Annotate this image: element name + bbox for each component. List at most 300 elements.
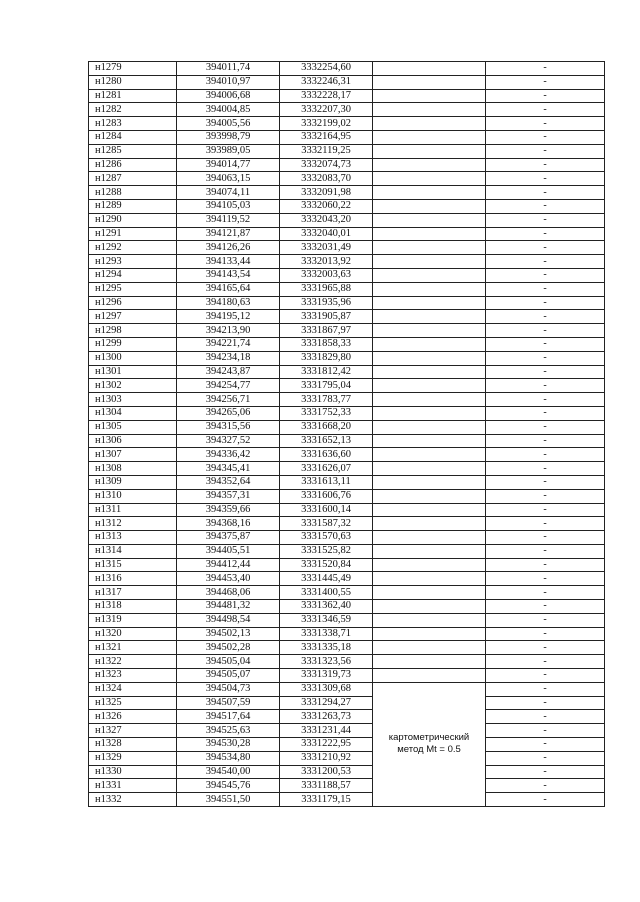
- table-row: [89, 310, 605, 324]
- description-cell: -: [486, 296, 605, 310]
- description-cell: -: [486, 199, 605, 213]
- method-cell: [373, 227, 486, 241]
- table-row: [89, 268, 605, 282]
- description-cell: -: [486, 130, 605, 144]
- method-cell: [373, 531, 486, 545]
- table-row: [89, 462, 605, 476]
- table-row: [89, 296, 605, 310]
- description-cell: -: [486, 117, 605, 131]
- method-cell: [373, 379, 486, 393]
- table-row: [89, 434, 605, 448]
- method-cell: [373, 268, 486, 282]
- method-cell: [373, 613, 486, 627]
- x-coordinate-cell: 394165,64: [177, 282, 280, 296]
- method-cell: [373, 655, 486, 669]
- method-cell: [373, 682, 486, 806]
- method-cell: [373, 255, 486, 269]
- method-cell: [373, 420, 486, 434]
- x-coordinate-cell: 394243,87: [177, 365, 280, 379]
- table-row: [89, 627, 605, 641]
- x-coordinate-cell: 394011,74: [177, 62, 280, 76]
- description-cell: -: [486, 544, 605, 558]
- table-row: [89, 696, 605, 710]
- y-coordinate-cell: 3332031,49: [280, 241, 373, 255]
- description-cell: -: [486, 517, 605, 531]
- description-cell: -: [486, 186, 605, 200]
- point-id-cell: н1308: [89, 462, 177, 476]
- description-cell: -: [486, 475, 605, 489]
- method-cell: [373, 503, 486, 517]
- method-text: картометрический метод Mt = 0.5: [388, 732, 470, 756]
- x-coordinate-cell: 394517,64: [177, 710, 280, 724]
- method-cell: [373, 489, 486, 503]
- method-cell: [373, 89, 486, 103]
- description-cell: -: [486, 103, 605, 117]
- description-cell: -: [486, 434, 605, 448]
- y-coordinate-cell: 3332040,01: [280, 227, 373, 241]
- description-cell: -: [486, 572, 605, 586]
- x-coordinate-cell: 394412,44: [177, 558, 280, 572]
- x-coordinate-cell: 394256,71: [177, 393, 280, 407]
- y-coordinate-cell: 3331867,97: [280, 324, 373, 338]
- description-cell: -: [486, 779, 605, 793]
- y-coordinate-cell: 3331362,40: [280, 600, 373, 614]
- description-cell: -: [486, 682, 605, 696]
- table-row: [89, 144, 605, 158]
- x-coordinate-cell: 394180,63: [177, 296, 280, 310]
- method-cell: [373, 475, 486, 489]
- point-id-cell: н1311: [89, 503, 177, 517]
- x-coordinate-cell: 394336,42: [177, 448, 280, 462]
- table-row: [89, 503, 605, 517]
- y-coordinate-cell: 3331606,76: [280, 489, 373, 503]
- description-cell: -: [486, 75, 605, 89]
- method-cell: [373, 282, 486, 296]
- table-row: [89, 158, 605, 172]
- description-cell: -: [486, 337, 605, 351]
- y-coordinate-cell: 3331525,82: [280, 544, 373, 558]
- description-cell: -: [486, 710, 605, 724]
- table-row: [89, 282, 605, 296]
- point-id-cell: н1286: [89, 158, 177, 172]
- x-coordinate-cell: 394221,74: [177, 337, 280, 351]
- point-id-cell: н1299: [89, 337, 177, 351]
- table-row: [89, 751, 605, 765]
- table-row: [89, 379, 605, 393]
- table-row: [89, 186, 605, 200]
- description-cell: -: [486, 365, 605, 379]
- point-id-cell: н1320: [89, 627, 177, 641]
- y-coordinate-cell: 3332060,22: [280, 199, 373, 213]
- y-coordinate-cell: 3331668,20: [280, 420, 373, 434]
- y-coordinate-cell: 3331636,60: [280, 448, 373, 462]
- table-row: [89, 420, 605, 434]
- y-coordinate-cell: 3332254,60: [280, 62, 373, 76]
- description-cell: -: [486, 144, 605, 158]
- method-cell: [373, 103, 486, 117]
- method-cell: [373, 669, 486, 683]
- point-id-cell: н1318: [89, 600, 177, 614]
- x-coordinate-cell: 394133,44: [177, 255, 280, 269]
- x-coordinate-cell: 394265,06: [177, 406, 280, 420]
- point-id-cell: н1325: [89, 696, 177, 710]
- point-id-cell: н1289: [89, 199, 177, 213]
- point-id-cell: н1291: [89, 227, 177, 241]
- y-coordinate-cell: 3332246,31: [280, 75, 373, 89]
- point-id-cell: н1279: [89, 62, 177, 76]
- y-coordinate-cell: 3331600,14: [280, 503, 373, 517]
- point-id-cell: н1313: [89, 531, 177, 545]
- table-row: [89, 586, 605, 600]
- coordinates-table: [88, 61, 605, 807]
- x-coordinate-cell: 394502,28: [177, 641, 280, 655]
- point-id-cell: н1306: [89, 434, 177, 448]
- description-cell: -: [486, 268, 605, 282]
- x-coordinate-cell: 394530,28: [177, 738, 280, 752]
- point-id-cell: н1319: [89, 613, 177, 627]
- table-row: [89, 710, 605, 724]
- y-coordinate-cell: 3331613,11: [280, 475, 373, 489]
- point-id-cell: н1330: [89, 765, 177, 779]
- table-row: [89, 199, 605, 213]
- description-cell: -: [486, 406, 605, 420]
- table-row: [89, 89, 605, 103]
- description-cell: -: [486, 282, 605, 296]
- x-coordinate-cell: 394359,66: [177, 503, 280, 517]
- point-id-cell: н1287: [89, 172, 177, 186]
- table-row: [89, 682, 605, 696]
- x-coordinate-cell: 394505,07: [177, 669, 280, 683]
- description-cell: -: [486, 627, 605, 641]
- y-coordinate-cell: 3331812,42: [280, 365, 373, 379]
- x-coordinate-cell: 394105,03: [177, 199, 280, 213]
- description-cell: -: [486, 227, 605, 241]
- x-coordinate-cell: 394540,00: [177, 765, 280, 779]
- y-coordinate-cell: 3332228,17: [280, 89, 373, 103]
- table-row: [89, 406, 605, 420]
- point-id-cell: н1307: [89, 448, 177, 462]
- x-coordinate-cell: 393998,79: [177, 130, 280, 144]
- y-coordinate-cell: 3331222,95: [280, 738, 373, 752]
- table-row: [89, 738, 605, 752]
- point-id-cell: н1281: [89, 89, 177, 103]
- y-coordinate-cell: 3331319,73: [280, 669, 373, 683]
- method-cell: [373, 351, 486, 365]
- x-coordinate-cell: 394010,97: [177, 75, 280, 89]
- x-coordinate-cell: 394357,31: [177, 489, 280, 503]
- table-row: [89, 62, 605, 76]
- y-coordinate-cell: 3331309,68: [280, 682, 373, 696]
- x-coordinate-cell: 394545,76: [177, 779, 280, 793]
- description-cell: -: [486, 62, 605, 76]
- x-coordinate-cell: 394525,63: [177, 724, 280, 738]
- table-row: [89, 724, 605, 738]
- table-row: [89, 241, 605, 255]
- table-row: [89, 75, 605, 89]
- method-cell: [373, 586, 486, 600]
- method-cell: [373, 627, 486, 641]
- description-cell: -: [486, 255, 605, 269]
- y-coordinate-cell: 3331294,27: [280, 696, 373, 710]
- method-cell: [373, 517, 486, 531]
- description-cell: -: [486, 724, 605, 738]
- y-coordinate-cell: 3331445,49: [280, 572, 373, 586]
- point-id-cell: н1332: [89, 793, 177, 807]
- point-id-cell: н1283: [89, 117, 177, 131]
- x-coordinate-cell: 394507,59: [177, 696, 280, 710]
- x-coordinate-cell: 394315,56: [177, 420, 280, 434]
- x-coordinate-cell: 394143,54: [177, 268, 280, 282]
- y-coordinate-cell: 3331346,59: [280, 613, 373, 627]
- y-coordinate-cell: 3331626,07: [280, 462, 373, 476]
- y-coordinate-cell: 3332074,73: [280, 158, 373, 172]
- table-row: [89, 572, 605, 586]
- point-id-cell: н1315: [89, 558, 177, 572]
- y-coordinate-cell: 3331752,33: [280, 406, 373, 420]
- table-row: [89, 337, 605, 351]
- method-cell: [373, 241, 486, 255]
- point-id-cell: н1331: [89, 779, 177, 793]
- method-cell: [373, 434, 486, 448]
- table-row: [89, 213, 605, 227]
- x-coordinate-cell: 394405,51: [177, 544, 280, 558]
- x-coordinate-cell: 394345,41: [177, 462, 280, 476]
- point-id-cell: н1327: [89, 724, 177, 738]
- description-cell: -: [486, 241, 605, 255]
- table-row: [89, 779, 605, 793]
- table-row: [89, 172, 605, 186]
- method-cell: [373, 406, 486, 420]
- y-coordinate-cell: 3332043,20: [280, 213, 373, 227]
- method-cell: [373, 558, 486, 572]
- point-id-cell: н1288: [89, 186, 177, 200]
- description-cell: -: [486, 420, 605, 434]
- description-cell: -: [486, 462, 605, 476]
- x-coordinate-cell: 394505,04: [177, 655, 280, 669]
- description-cell: -: [486, 213, 605, 227]
- y-coordinate-cell: 3332003,63: [280, 268, 373, 282]
- point-id-cell: н1295: [89, 282, 177, 296]
- point-id-cell: н1301: [89, 365, 177, 379]
- description-cell: -: [486, 351, 605, 365]
- x-coordinate-cell: 394121,87: [177, 227, 280, 241]
- x-coordinate-cell: 394014,77: [177, 158, 280, 172]
- description-cell: -: [486, 172, 605, 186]
- point-id-cell: н1302: [89, 379, 177, 393]
- description-cell: -: [486, 489, 605, 503]
- y-coordinate-cell: 3331335,18: [280, 641, 373, 655]
- description-cell: -: [486, 586, 605, 600]
- y-coordinate-cell: 3331210,92: [280, 751, 373, 765]
- point-id-cell: н1317: [89, 586, 177, 600]
- method-cell: [373, 117, 486, 131]
- x-coordinate-cell: 394327,52: [177, 434, 280, 448]
- table-row: [89, 324, 605, 338]
- point-id-cell: н1298: [89, 324, 177, 338]
- description-cell: -: [486, 655, 605, 669]
- x-coordinate-cell: 394063,15: [177, 172, 280, 186]
- table-row: [89, 351, 605, 365]
- y-coordinate-cell: 3332119,25: [280, 144, 373, 158]
- y-coordinate-cell: 3331520,84: [280, 558, 373, 572]
- description-cell: -: [486, 324, 605, 338]
- x-coordinate-cell: 394534,80: [177, 751, 280, 765]
- x-coordinate-cell: 393989,05: [177, 144, 280, 158]
- coordinates-table-body: [89, 62, 605, 807]
- point-id-cell: н1303: [89, 393, 177, 407]
- method-cell: [373, 144, 486, 158]
- x-coordinate-cell: 394234,18: [177, 351, 280, 365]
- description-cell: -: [486, 751, 605, 765]
- x-coordinate-cell: 394195,12: [177, 310, 280, 324]
- y-coordinate-cell: 3331652,13: [280, 434, 373, 448]
- point-id-cell: н1328: [89, 738, 177, 752]
- method-cell: [373, 213, 486, 227]
- table-row: [89, 489, 605, 503]
- table-row: [89, 531, 605, 545]
- table-row: [89, 117, 605, 131]
- method-cell: [373, 641, 486, 655]
- table-row: [89, 641, 605, 655]
- y-coordinate-cell: 3332207,30: [280, 103, 373, 117]
- table-row: [89, 475, 605, 489]
- x-coordinate-cell: 394213,90: [177, 324, 280, 338]
- y-coordinate-cell: 3332091,98: [280, 186, 373, 200]
- description-cell: -: [486, 669, 605, 683]
- point-id-cell: н1280: [89, 75, 177, 89]
- method-cell: [373, 158, 486, 172]
- table-row: [89, 655, 605, 669]
- table-row: [89, 255, 605, 269]
- x-coordinate-cell: 394375,87: [177, 531, 280, 545]
- method-cell: [373, 186, 486, 200]
- x-coordinate-cell: 394254,77: [177, 379, 280, 393]
- point-id-cell: н1304: [89, 406, 177, 420]
- point-id-cell: н1293: [89, 255, 177, 269]
- description-cell: -: [486, 310, 605, 324]
- x-coordinate-cell: 394074,11: [177, 186, 280, 200]
- y-coordinate-cell: 3331323,56: [280, 655, 373, 669]
- description-cell: -: [486, 503, 605, 517]
- x-coordinate-cell: 394468,06: [177, 586, 280, 600]
- description-cell: -: [486, 793, 605, 807]
- table-row: [89, 393, 605, 407]
- table-row: [89, 227, 605, 241]
- method-cell: [373, 572, 486, 586]
- method-cell: [373, 62, 486, 76]
- y-coordinate-cell: 3331829,80: [280, 351, 373, 365]
- x-coordinate-cell: 394498,54: [177, 613, 280, 627]
- method-cell: [373, 75, 486, 89]
- point-id-cell: н1284: [89, 130, 177, 144]
- table-row: [89, 793, 605, 807]
- y-coordinate-cell: 3331338,71: [280, 627, 373, 641]
- method-cell: [373, 544, 486, 558]
- y-coordinate-cell: 3331965,88: [280, 282, 373, 296]
- y-coordinate-cell: 3331263,73: [280, 710, 373, 724]
- table-row: [89, 103, 605, 117]
- method-cell: [373, 448, 486, 462]
- y-coordinate-cell: 3331179,15: [280, 793, 373, 807]
- y-coordinate-cell: 3331587,32: [280, 517, 373, 531]
- point-id-cell: н1322: [89, 655, 177, 669]
- x-coordinate-cell: 394004,85: [177, 103, 280, 117]
- description-cell: -: [486, 600, 605, 614]
- table-row: [89, 517, 605, 531]
- method-cell: [373, 199, 486, 213]
- x-coordinate-cell: 394551,50: [177, 793, 280, 807]
- x-coordinate-cell: 394352,64: [177, 475, 280, 489]
- x-coordinate-cell: 394006,68: [177, 89, 280, 103]
- table-row: [89, 600, 605, 614]
- y-coordinate-cell: 3331200,53: [280, 765, 373, 779]
- description-cell: -: [486, 448, 605, 462]
- description-cell: -: [486, 765, 605, 779]
- point-id-cell: н1324: [89, 682, 177, 696]
- method-cell: [373, 324, 486, 338]
- method-cell: [373, 310, 486, 324]
- y-coordinate-cell: 3331231,44: [280, 724, 373, 738]
- point-id-cell: н1285: [89, 144, 177, 158]
- description-cell: -: [486, 641, 605, 655]
- point-id-cell: н1323: [89, 669, 177, 683]
- table-row: [89, 765, 605, 779]
- point-id-cell: н1321: [89, 641, 177, 655]
- y-coordinate-cell: 3331905,87: [280, 310, 373, 324]
- table-row: [89, 448, 605, 462]
- y-coordinate-cell: 3332083,70: [280, 172, 373, 186]
- point-id-cell: н1282: [89, 103, 177, 117]
- table-row: [89, 558, 605, 572]
- method-cell: [373, 365, 486, 379]
- table-row: [89, 130, 605, 144]
- point-id-cell: н1326: [89, 710, 177, 724]
- point-id-cell: н1297: [89, 310, 177, 324]
- method-cell: [373, 393, 486, 407]
- description-cell: -: [486, 613, 605, 627]
- y-coordinate-cell: 3332199,02: [280, 117, 373, 131]
- table-row: [89, 365, 605, 379]
- point-id-cell: н1312: [89, 517, 177, 531]
- y-coordinate-cell: 3331400,55: [280, 586, 373, 600]
- description-cell: -: [486, 158, 605, 172]
- point-id-cell: н1329: [89, 751, 177, 765]
- y-coordinate-cell: 3332013,92: [280, 255, 373, 269]
- point-id-cell: н1300: [89, 351, 177, 365]
- point-id-cell: н1296: [89, 296, 177, 310]
- x-coordinate-cell: 394481,32: [177, 600, 280, 614]
- point-id-cell: н1314: [89, 544, 177, 558]
- y-coordinate-cell: 3331935,96: [280, 296, 373, 310]
- description-cell: -: [486, 738, 605, 752]
- table-row: [89, 669, 605, 683]
- x-coordinate-cell: 394368,16: [177, 517, 280, 531]
- point-id-cell: н1316: [89, 572, 177, 586]
- method-cell: [373, 600, 486, 614]
- y-coordinate-cell: 3331188,57: [280, 779, 373, 793]
- method-cell: [373, 337, 486, 351]
- x-coordinate-cell: 394005,56: [177, 117, 280, 131]
- description-cell: -: [486, 531, 605, 545]
- y-coordinate-cell: 3331795,04: [280, 379, 373, 393]
- method-cell: [373, 130, 486, 144]
- table-row: [89, 613, 605, 627]
- y-coordinate-cell: 3332164,95: [280, 130, 373, 144]
- point-id-cell: н1294: [89, 268, 177, 282]
- description-cell: -: [486, 558, 605, 572]
- x-coordinate-cell: 394504,73: [177, 682, 280, 696]
- x-coordinate-cell: 394119,52: [177, 213, 280, 227]
